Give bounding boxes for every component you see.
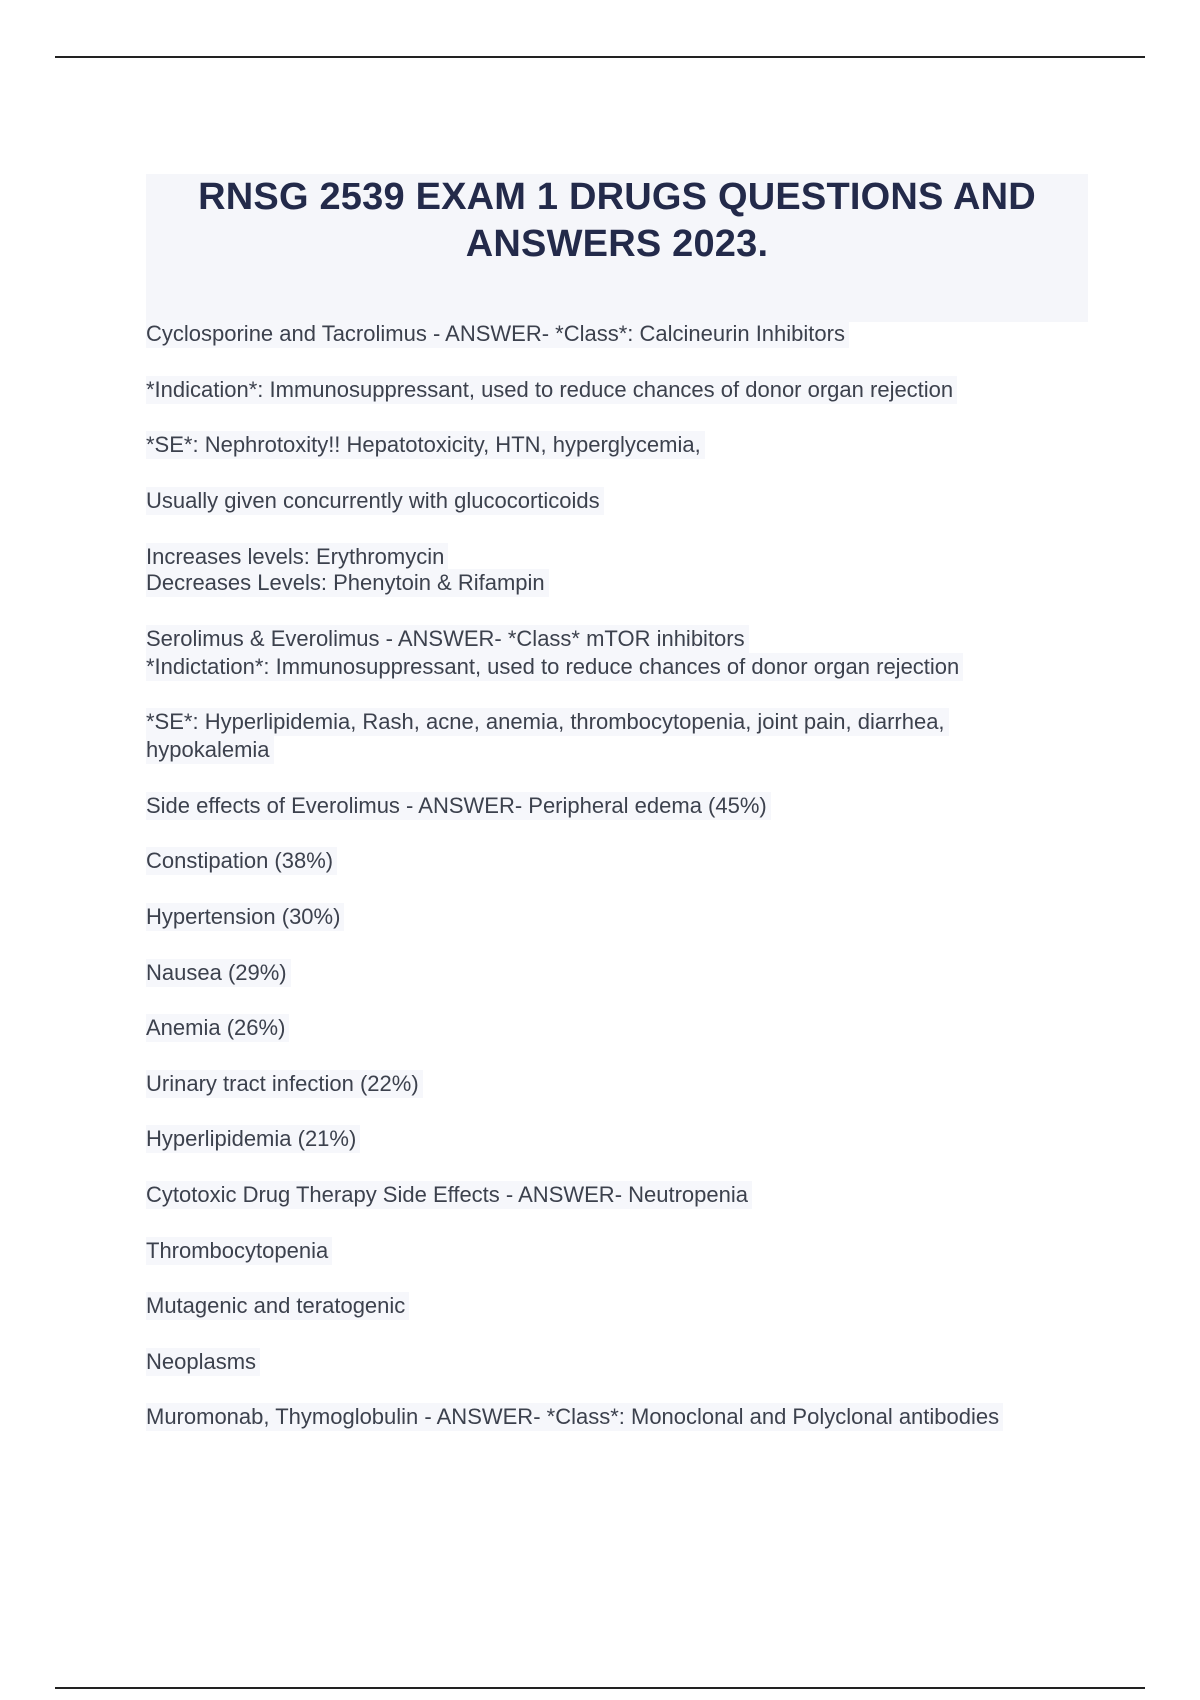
text-line: Hyperlipidemia (21%)	[146, 1125, 360, 1153]
text-line: hypokalemia	[146, 736, 274, 764]
text-line: Nausea (29%)	[146, 959, 291, 987]
text-line: Constipation (38%)	[146, 847, 337, 875]
text-line: Serolimus & Everolimus - ANSWER- *Class* mTOR inhibitors	[146, 625, 749, 653]
text-line: Mutagenic and teratogenic	[146, 1292, 409, 1320]
text-line: Cytotoxic Drug Therapy Side Effects - ANSWER- Neutropenia	[146, 1181, 752, 1209]
text-line: Muromonab, Thymoglobulin - ANSWER- *Class*: Monoclonal and Polyclonal antibodies	[146, 1403, 1003, 1431]
bottom-rule	[55, 1687, 1145, 1689]
text-line: Usually given concurrently with glucocorticoids	[146, 487, 604, 515]
document-title: RNSG 2539 EXAM 1 DRUGS QUESTIONS AND ANSWERS 2023.	[198, 176, 1036, 265]
text-line: Thrombocytopenia	[146, 1237, 332, 1265]
text-line: *Indication*: Immunosuppressant, used to reduce chances of donor organ rejection	[146, 376, 957, 404]
text-line: Hypertension (30%)	[146, 903, 344, 931]
title-block	[146, 174, 1088, 322]
text-line: *SE*: Nephrotoxity!! Hepatotoxicity, HTN, hyperglycemia,	[146, 431, 705, 459]
text-line: Neoplasms	[146, 1348, 260, 1376]
text-line: Anemia (26%)	[146, 1014, 289, 1042]
top-rule	[55, 56, 1145, 58]
text-line: Side effects of Everolimus - ANSWER- Peripheral edema (45%)	[146, 792, 771, 820]
text-line: *SE*: Hyperlipidemia, Rash, acne, anemia, thrombocytopenia, joint pain, diarrhea,	[146, 708, 949, 736]
text-line: Decreases Levels: Phenytoin & Rifampin	[146, 569, 549, 597]
text-line: *Indictation*: Immunosuppressant, used to reduce chances of donor organ rejection	[146, 653, 963, 681]
text-line: Increases levels: Erythromycin	[146, 543, 448, 571]
text-line: Cyclosporine and Tacrolimus - ANSWER- *Class*: Calcineurin Inhibitors	[146, 320, 849, 348]
text-line: Urinary tract infection (22%)	[146, 1070, 423, 1098]
